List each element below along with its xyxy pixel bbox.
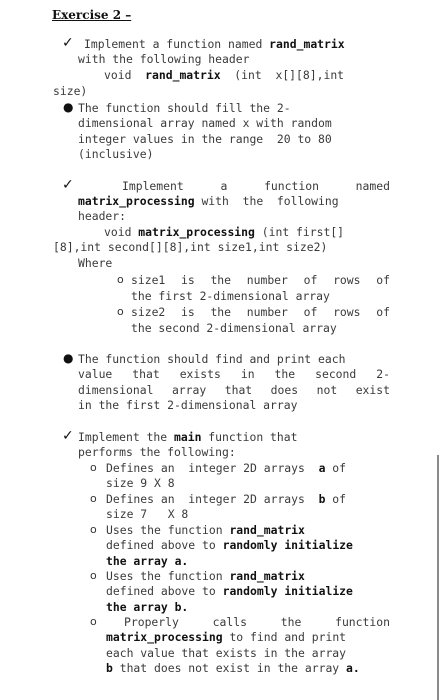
hollow-circle-icon: o [117,305,124,318]
word: number [246,273,288,287]
word: function [264,179,319,193]
text: (int first[] [254,225,345,239]
array-name: b [106,661,113,675]
section2-line3: header: [78,209,127,223]
section1-bullet-line1: The function should fill the 2- [78,101,291,115]
word: exists [179,367,221,381]
array-name: b [318,492,326,506]
text: Uses the function [106,569,230,583]
hollow-circle-icon: o [90,615,97,628]
function-name: rand_matrix [145,68,221,82]
word: array [171,383,207,397]
where-item2-line2: the second 2-dimensional array [131,321,337,335]
section2-bullet-line3 [78,383,390,398]
main-item5-line4 [106,661,360,676]
text: Uses the function [106,523,230,537]
text: defined above to [106,584,223,598]
word: does [270,383,299,397]
word: that [224,383,253,397]
main-item2-line1 [106,492,346,507]
bullet-icon: ● [63,351,74,365]
function-name: matrix_processing [106,630,223,644]
word: exist [355,383,390,397]
word: of [376,273,390,287]
text: of [325,492,347,506]
hollow-circle-icon: o [90,461,97,474]
main-item1-line1 [106,461,346,476]
exercise-title: Exercise 2 – [52,8,132,22]
word: function [335,615,390,629]
section2-bullet-line1: The function should find and print each [78,352,346,366]
word: of [303,273,318,287]
word: is [181,273,195,287]
word: rows [333,273,361,287]
text: to find and print [222,630,347,644]
word: value [78,367,113,381]
hollow-circle-icon: o [117,273,124,286]
section1-line3 [104,68,344,83]
word: Implement [122,179,184,193]
word: size2 [131,305,166,319]
section2-bullet-line4: in the first 2-dimensional array [78,398,298,412]
main-item4-line1 [106,569,305,584]
array-name: a. [346,661,360,675]
section1-line4: size) [53,84,88,98]
function-name: matrix_processing [138,225,255,239]
word: 2- [376,367,390,381]
check-mark-icon: ✓ [62,177,74,193]
function-name: matrix_processing [78,194,195,208]
main-item5-line2 [106,630,346,645]
main-item5-line3: each value that exists in the array [106,646,347,660]
word: rows [333,305,361,319]
section1-bullet-line4: (inclusive) [78,147,154,161]
check-mark-icon: ✓ [62,35,74,51]
main-item5-line1 [124,615,390,630]
section1-bullet-line2: dimensional array named x with random [78,116,332,130]
section2-line4 [104,225,344,240]
main-item3-line3: the array a. [106,554,189,568]
main-item4-line3: the array b. [106,600,189,614]
main-item3-line2 [106,538,353,553]
function-name: rand_matrix [229,523,305,537]
section3-line1 [78,430,297,445]
text: Defines an integer 2D arrays [106,461,319,475]
function-name: main [174,430,202,444]
page-edge-line [437,455,439,700]
where-item1-line2: the first 2-dimensional array [131,289,330,303]
text: void [104,68,146,82]
function-name: rand_matrix [269,37,345,51]
text: Defines an integer 2D arrays [106,492,319,506]
hollow-circle-icon: o [90,569,97,582]
text: void [104,225,139,239]
emphasis: randomly initialize [222,584,353,598]
word: second [315,367,357,381]
word: size1 [131,273,166,287]
bullet-icon: ● [63,100,74,114]
word: Properly [124,615,179,629]
text: defined above to [106,538,223,552]
emphasis: randomly initialize [222,538,353,552]
main-item3-line1 [106,523,305,538]
section2-line5: [8],int second[][8],int size1,int size2) [53,240,328,254]
text: function that [201,430,298,444]
main-item4-line2 [106,584,353,599]
section1-line2: with the following header [78,52,250,66]
word: not [316,383,338,397]
text: with the following [194,194,339,208]
section2-line2 [78,194,339,209]
word: in [240,367,255,381]
word: the [210,273,232,287]
section3-line2: performs the following: [78,445,236,459]
word: the [280,615,302,629]
text: (int x[][8],int [220,68,345,82]
word: number [246,305,288,319]
word: the [274,367,296,381]
word: the [210,305,232,319]
where-item1-line1 [131,273,390,288]
word: of [303,305,318,319]
text: of [325,461,347,475]
check-mark-icon: ✓ [62,428,74,444]
hollow-circle-icon: o [90,492,97,505]
word: dimensional [78,383,154,397]
function-name: rand_matrix [229,569,305,583]
word: is [181,305,195,319]
main-item2-line2: size 7 X 8 [106,507,189,521]
text: Implement a function named [84,37,270,51]
main-item1-line2: size 9 X 8 [106,476,175,490]
where-item2-line1 [131,305,390,320]
word: of [376,305,390,319]
hollow-circle-icon: o [90,523,97,536]
text: that does not exist in the array [112,661,347,675]
section2-bullet-line2 [78,367,390,382]
section2-line6: Where [78,256,113,270]
word: calls [212,615,247,629]
word: a [220,179,228,193]
array-name: a [318,461,326,475]
word: named [355,179,390,193]
section1-bullet-line3: integer values in the range 20 to 80 [78,132,332,146]
word: that [132,367,160,381]
text: Implement the [78,430,175,444]
section1-line1 [84,37,345,52]
section2-line1 [122,179,390,194]
